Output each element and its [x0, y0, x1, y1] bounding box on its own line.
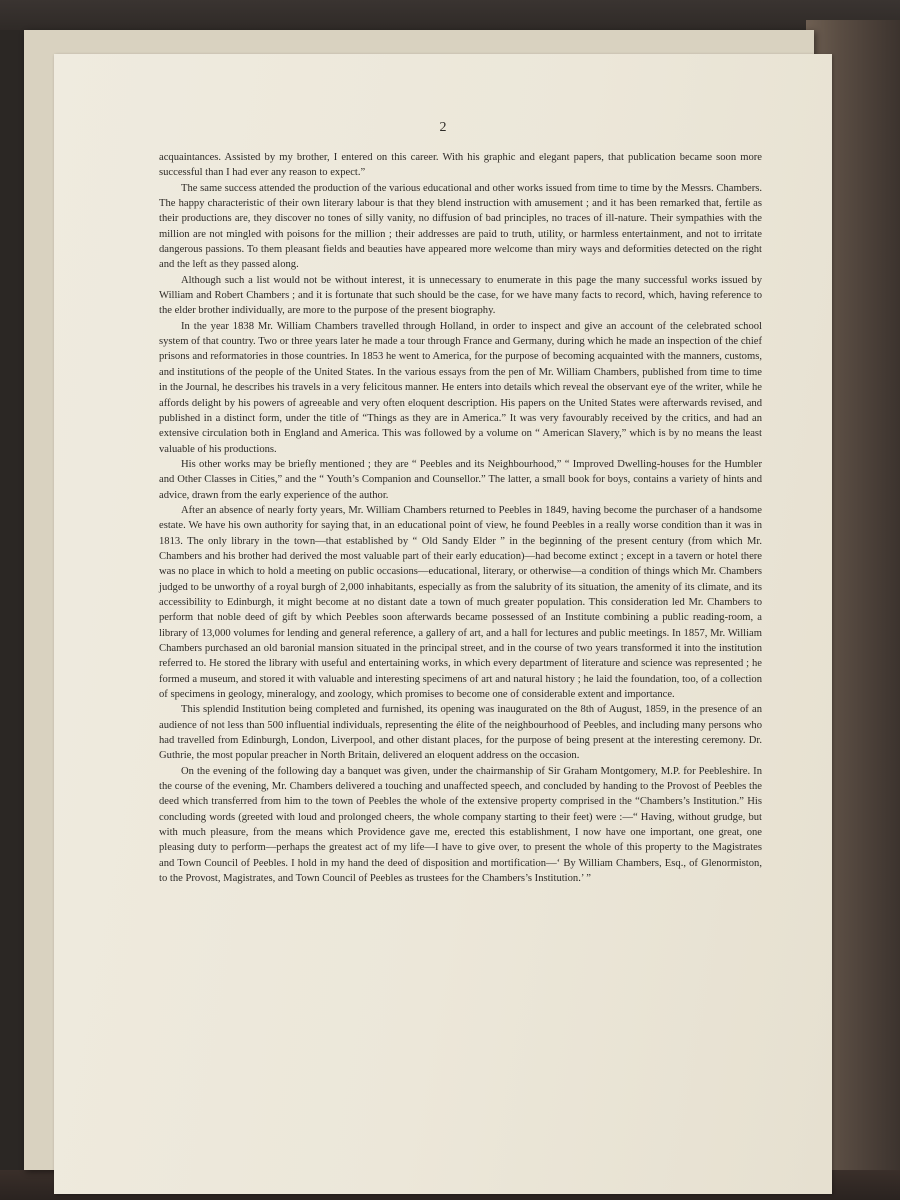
paragraph-4: In the year 1838 Mr. William Chambers travelled through Holland, in order to inspect and give an account of the celebrated school system of that country. Two or three years later he made a tour through France and Germany, during which he made an inspection of the chief prisons and reformatories in those countries. In 1853 he went to America, for the purpose of becoming acquainted with the manners, customs, and institutions of the people of the United States. In the various essays from the pen of Mr. William Chambers, published from time to time in the Journal, he describes his travels in a very felicitous manner. He enters into details which reveal the observant eye of the writer, while he affords delight by his powers of agreeable and very often eloquent description. His papers on the United States were afterwards revised, and published in a distinct form, under the title of “Things as they are in America.” It was very favourably received by the critics, and had an extensive circulation both in England and America. This was followed by a volume on “ American Slavery,” which is by no means the least valuable of his productions. — [159, 320, 762, 455]
paragraph-2: The same success attended the production of the various educational and other works issued from time to time by the Messrs. Chambers. The happy characteristic of their own literary labour is that they blend instruction with amusement ; and it has been remarked that, fertile as their productions are, they discover no tones of silly vanity, no diffusion of bad principles, no traces of ill-nature. Their sympathies with the million are not mingled with poisons for the million ; their addresses are paid to truth, utility, or harmless entertainment, and not to irritate dangerous passions. To them pleasant fields and beauties have appeared more welcome than miry ways and deformities detected on the right and the left as they passed along. — [159, 182, 762, 271]
paragraph-5: His other works may be briefly mentioned ; they are “ Peebles and its Neighbourhood,” “ Improved Dwelling-houses for the Humbler and Other Classes in Cities,” and the “ Youth’s Companion and Counsellor.” The latter, a small book for boys, contains a variety of hints and advice, drawn from the early experience of the author. — [159, 458, 762, 501]
paragraph-8: On the evening of the following day a banquet was given, under the chairmanship of Sir Graham Montgomery, M.P. for Peebleshire. In the course of the evening, Mr. Chambers delivered a touching and unaffected speech, and concluded by handing to the Provost of Peebles the deed which transferred from him to the town of Peebles the whole of the extensive property comprised in the “Chambers’s Institution.” His concluding words (greeted with loud and prolonged cheers, the whole company starting to their feet) were :—“ Having, without grudge, but with much pleasure, from the means which Providence gave me, erected this establishment, I now have one important, one great, one pleasing duty to perform—perhaps the greatest act of my life—I have to give over, to present the whole of this property to the Magistrates and Town Council of Peebles. I hold in my hand the deed of disposition and mortification—‘ By William Chambers, Esq., of Glenormiston, to the Provost, Magistrates, and Town Council of Peebles as trustees for the Chambers’s Institution.’ ” — [159, 765, 762, 885]
page-number: 2 — [439, 120, 447, 135]
paragraph-7: This splendid Institution being completed and furnished, its opening was inaugurated on the 8th of August, 1859, in the presence of an audience of not less than 500 influential individuals, representing the élite of the neighbourhood of Peebles, and including many persons who had travelled from Edinburgh, London, Liverpool, and other distant places, for the purpose of being present at the interesting ceremony. Dr. Guthrie, the most popular preacher in North Britain, delivered an eloquent address on the occasion. — [159, 704, 762, 762]
paragraph-1: acquaintances. Assisted by my brother, I entered on this career. With his graphic and elegant papers, that publication became soon more successful than I had ever any reason to expect.” — [159, 152, 762, 179]
paragraph-3: Although such a list would not be without interest, it is unnecessary to enumerate in this page the many successful works issued by William and Robert Chambers ; and it is fortunate that such should be the case, for we have many facts to record, which, having reference to the elder brother individually, are more to the purpose of the present biography. — [159, 274, 762, 317]
backdrop — [0, 0, 900, 30]
body-text — [159, 150, 762, 887]
paragraph-6: After an absence of nearly forty years, Mr. William Chambers returned to Peebles in 1849, having become the purchaser of a handsome estate. We have his own authority for saying that, in an educational point of view, he found Peebles in a really worse condition than it was in 1813. The only library in the town—that established by “ Old Sandy Elder ” in the beginning of the present century (from which Mr. Chambers and his brother had derived the most valuable part of their early education)—had become extinct ; except in a tavern or hotel there was no place in which to hold a meeting on public occasions—educational, literary, or otherwise—a condition of things which Mr. Chambers judged to be unworthy of a royal burgh of 2,000 inhabitants, especially as from the salubrity of its situation, the amenity of its climate, and its accessibility to Edinburgh, it might become at no distant date a town of much greater population. This consideration led Mr. Chambers to perform that noble deed of gift by which Peebles soon afterwards became possessed of an Institute combining a public reading-room, a library of 13,000 volumes for lending and general reference, a gallery of art, and a hall for lectures and public meetings. In 1857, Mr. William Chambers purchased an old baronial mansion situated in the principal street, and in the course of two years transformed it into the institution referred to. He stored the library with useful and entertaining works, in which every department of literature and science was represented ; he formed a museum, and stored it with valuable and interesting specimens of art and natural history ; he laid the foundation, too, of a collection of specimens in geology, mineralogy, and zoology, which promises to become one of considerable extent and importance. — [159, 504, 762, 701]
page-stack — [24, 30, 814, 1170]
book-page — [54, 54, 832, 1194]
